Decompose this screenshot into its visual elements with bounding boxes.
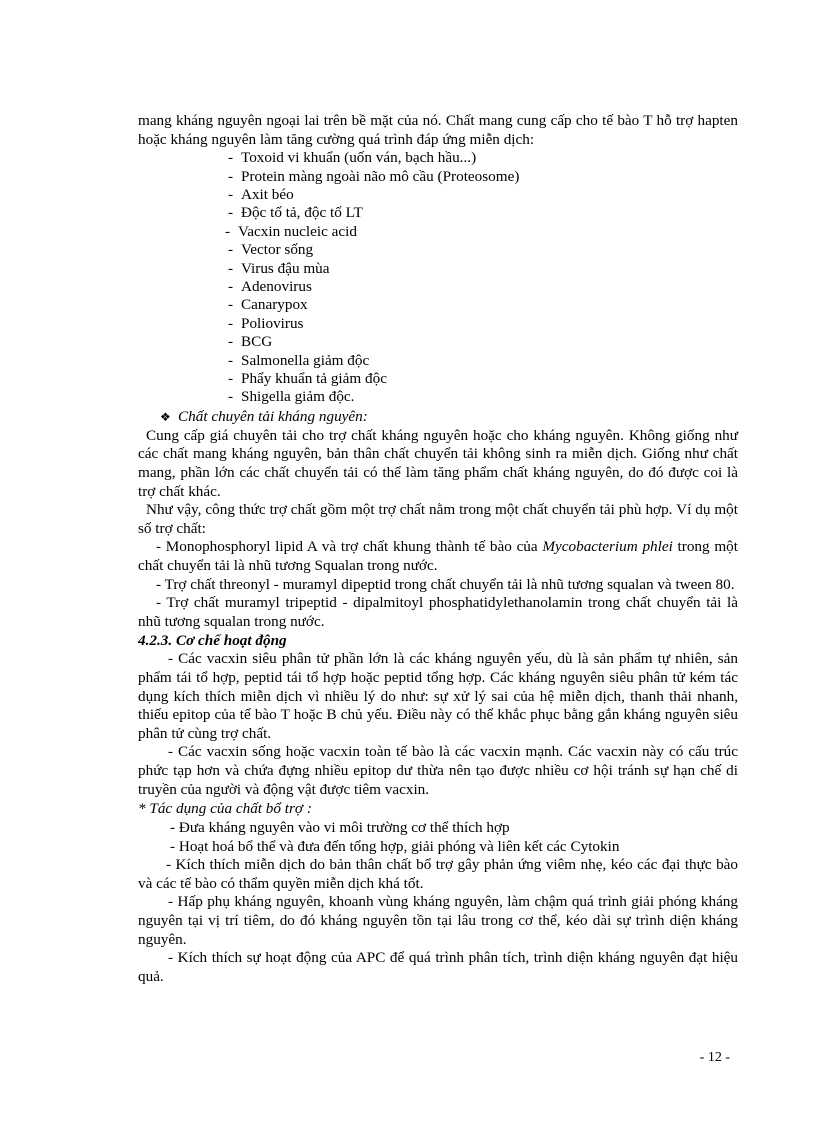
example-2: - Trợ chất threonyl - muramyl dipeptid trong chất chuyển tải là nhũ tương squalan và tween 80.: [156, 575, 735, 593]
document-page: [138, 112, 738, 986]
intro-paragraph: mang kháng nguyên ngoại lai trên bề mặt của nó. Chất mang cung cấp cho tế bào T hỗ trợ hapten hoặc kháng nguyên làm tăng cường quá trình đáp ứng miễn dịch:: [138, 112, 738, 148]
mechanism-paragraph-2: - Các vacxin sống hoặc vacxin toàn tế bào là các vacxin mạnh. Các vacxin này có cấu trúc phức tạp hơn và chứa đựng nhiều epitop dư thừa nên tạo được nhiều cơ hội tránh sự hạn chế di truyền của người và động vật được tiêm vacxin.: [138, 743, 738, 798]
mechanism-paragraph-1: - Các vacxin siêu phân tử phần lớn là các kháng nguyên yếu, dù là sản phẩm tự nhiên, sản phẩm tái tổ hợp, peptid tái tổ hợp hoặc peptid tổng hợp. Các kháng nguyên siêu phân tử kém tác dụng kích thích miễn dịch vì nhiều lý do như: sự xử lý sai của hệ miễn dịch, thanh thải nhanh, thiếu epitop của tế bào T hoặc B chủ yếu. Điều này có thể khắc phục bằng gắn kháng nguyên siêu phân tử cùng trợ chất.: [138, 650, 738, 742]
list-item: - Vector sống: [228, 241, 314, 259]
list-item: - Canarypox: [228, 296, 308, 314]
list-item: - Virus đậu mùa: [228, 259, 330, 277]
list-item: - Axit béo: [228, 186, 294, 203]
list-item: - Protein màng ngoài não mô cầu (Proteosome): [228, 167, 520, 185]
effect-item: - Đưa kháng nguyên vào vi môi trường cơ thể thích hợp: [170, 819, 510, 837]
list-item: - Phẩy khuẩn tả giảm độc: [228, 370, 387, 388]
list-item: - Adenovirus: [228, 278, 312, 296]
list-item: - Salmonella giảm độc: [228, 351, 370, 369]
page-number: - 12 -: [699, 1050, 730, 1065]
effect-item: - Kích thích miễn dịch do bản thân chất bổ trợ gây phản ứng viêm nhẹ, kéo các đại thực bào và các tế bào có thẩm quyền miễn dịch khá tốt.: [138, 856, 738, 892]
vehicle-paragraph-2: Như vậy, công thức trợ chất gồm một trợ chất nằm trong một chất chuyển tải phù hợp. Ví dụ một số trợ chất:: [138, 501, 738, 537]
list-item: - Poliovirus: [228, 314, 304, 332]
carrier-list: [138, 149, 738, 407]
vehicle-paragraph-1: Cung cấp giá chuyên tải cho trợ chất kháng nguyên hoặc cho kháng nguyên. Không giống như các chất mang kháng nguyên, bản thân chất chuyển tải không sinh ra miễn dịch. Giống như chất mang, phần lớn các chất chuyển tải có thể làm tăng phẩm chất kháng nguyên, do đó được coi là trợ chất khác.: [138, 426, 738, 500]
section-heading: 4.2.3. Cơ chế hoạt động: [138, 632, 287, 650]
list-item: - Độc tố tả, độc tố LT: [228, 204, 363, 222]
list-item: - Toxoid vi khuẩn (uốn ván, bạch hầu...): [228, 149, 477, 167]
list-item: - Vacxin nucleic acid: [225, 222, 357, 240]
example-3: - Trợ chất muramyl tripeptid - dipalmitoyl phosphatidylethanolamin trong chất chuyển tải là nhũ tương squalan trong nước.: [138, 594, 738, 630]
list-item: - BCG: [228, 333, 273, 351]
example-1: - Monophosphoryl lipid A và trợ chất khung thành tế bào của Mycobacterium phlei trong một chất chuyển tải là nhũ tương Squalan trong nước.: [138, 538, 738, 575]
effects-subheading: * Tác dụng của chất bổ trợ :: [138, 800, 312, 818]
effect-item: - Kích thích sự hoạt động của APC để quá trình phân tích, trình diện kháng nguyên đạt hiệu quả.: [138, 949, 738, 985]
vehicle-heading: ❖ Chất chuyên tải kháng nguyên:: [160, 407, 368, 425]
effect-item: - Hoạt hoá bổ thể và đưa đến tổng hợp, giải phóng và liên kết các Cytokin: [170, 838, 620, 856]
list-item: - Shigella giảm độc.: [228, 388, 355, 406]
diamond-bullet-icon: ❖: [160, 409, 171, 424]
effect-item: - Hấp phụ kháng nguyên, khoanh vùng kháng nguyên, làm chậm quá trình giải phóng kháng nguyên tại vị trí tiêm, do đó kháng nguyên tồn tại lâu trong cơ thể, kéo dài sự trình diện kháng nguyên.: [138, 893, 738, 948]
